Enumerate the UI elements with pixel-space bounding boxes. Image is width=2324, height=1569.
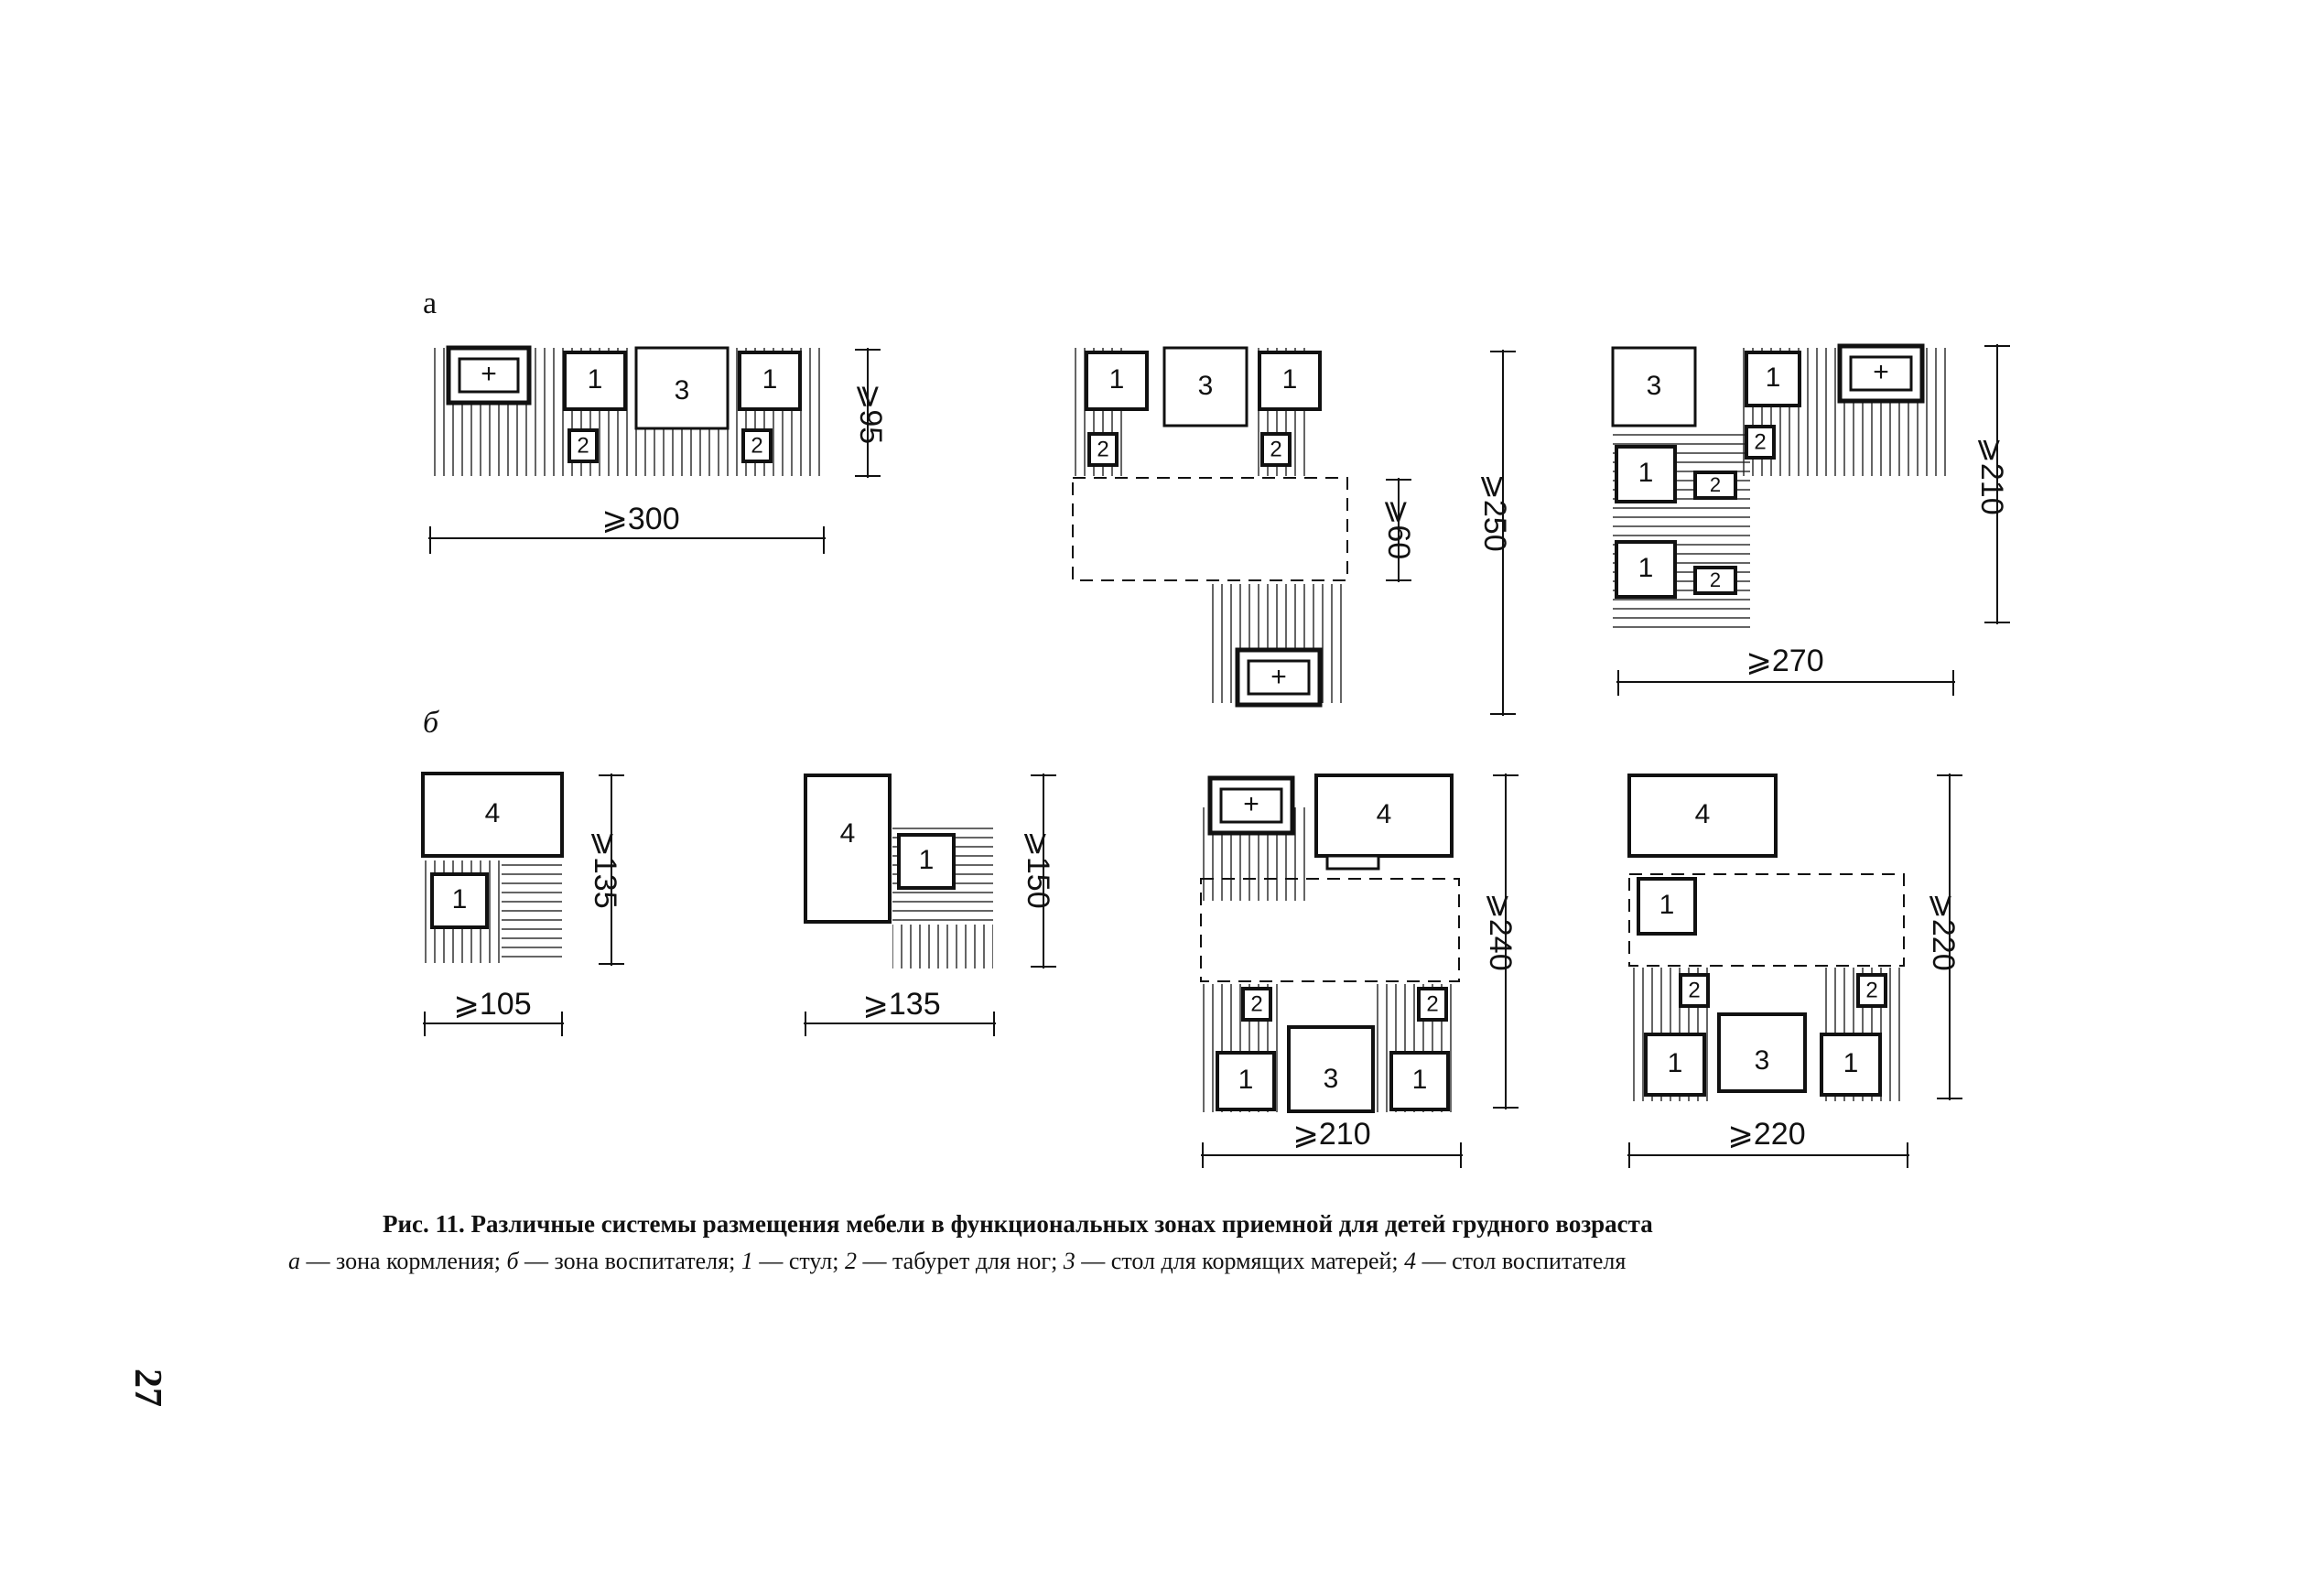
chair-label: 1 (1281, 363, 1298, 395)
dimension-label: ⩾210 (1292, 1117, 1371, 1152)
layout-b4 (1627, 774, 1962, 1168)
dimension-label: ⩾240 (1483, 893, 1518, 971)
legend-text-3: — стол для кормящих матерей; (1075, 1248, 1405, 1274)
legend-key-4: 4 (1404, 1248, 1417, 1274)
page-number: 27 (126, 1369, 168, 1407)
legend-key-2: 2 (844, 1248, 857, 1274)
layout-b1 (423, 774, 624, 1036)
legend-key-b: б (506, 1248, 519, 1274)
table-mothers-label: 3 (1754, 1044, 1770, 1076)
footstool-label: 2 (1709, 472, 1722, 496)
layout-a2 (1073, 348, 1516, 716)
chair-label: 1 (762, 363, 778, 395)
chair-label: 1 (587, 363, 603, 395)
legend-text-a: — зона кормления; (300, 1248, 507, 1274)
footstool-label: 2 (751, 433, 763, 459)
legend-text-4: — стол воспитателя (1416, 1248, 1627, 1274)
section-label-a: а (423, 287, 438, 320)
chair-label: 1 (918, 844, 935, 875)
chair-label: 1 (1667, 1047, 1683, 1078)
table-teacher (805, 775, 890, 922)
dimension-label: ⩾270 (1746, 644, 1824, 678)
footstool-label: 2 (1688, 978, 1701, 1003)
footstool-small (1327, 856, 1378, 869)
footstool-label: 2 (1426, 991, 1439, 1017)
sink-mark: + (1873, 356, 1889, 387)
chair-label: 1 (1659, 889, 1675, 920)
sink-mark: + (481, 358, 497, 389)
footstool-label: 2 (1754, 429, 1767, 455)
dimension-label: ⩾135 (588, 830, 622, 909)
table-teacher-label: 4 (1694, 798, 1711, 829)
table-mothers-label: 3 (1197, 370, 1214, 401)
legend-text-1: — стул; (752, 1248, 845, 1274)
table-mothers-label: 3 (1646, 370, 1662, 401)
dimension-label: ⩾105 (453, 987, 532, 1022)
figure-caption-legend (288, 1248, 1626, 1275)
dimension-label: ⩾300 (601, 502, 680, 536)
section-label-b: б (423, 706, 439, 740)
chair-label: 1 (1108, 363, 1125, 395)
hatch-zone (502, 860, 562, 963)
table-mothers-label: 3 (674, 374, 690, 406)
chair-label: 1 (451, 883, 468, 914)
dimension-label: ⩾60 (1381, 498, 1416, 560)
dimension-label: ⩾250 (1477, 473, 1512, 552)
chair-label: 1 (1238, 1064, 1254, 1095)
legend-text-2: — табурет для ног; (856, 1248, 1064, 1274)
layout-b2 (804, 774, 1056, 1036)
chair-label: 1 (1765, 362, 1781, 393)
dimension-label: ⩾220 (1926, 893, 1961, 971)
footstool-label: 2 (1865, 978, 1878, 1003)
layout-b3 (1201, 774, 1519, 1168)
dimension-label: ⩾150 (1021, 830, 1055, 909)
table-teacher-label: 4 (484, 797, 501, 828)
footstool-label: 2 (1709, 568, 1722, 591)
dimension-label: ⩾95 (853, 383, 888, 445)
table-mothers-label: 3 (1323, 1063, 1339, 1094)
hatch-zone (892, 925, 993, 968)
footstool-label: 2 (1250, 991, 1263, 1017)
layout-a3 (1613, 344, 2010, 696)
table-teacher-label: 4 (839, 817, 856, 849)
footstool-label: 2 (1097, 437, 1109, 462)
table-teacher-label: 4 (1376, 798, 1392, 829)
sink-mark: + (1243, 788, 1259, 819)
dimension-label: ⩾220 (1727, 1117, 1806, 1152)
layout-a1 (428, 348, 888, 554)
dimension-label: ⩾210 (1974, 437, 2009, 515)
figure-caption-title: Рис. 11. Различные системы размещения мебели в функциональных зонах приемной для детей грудного возраста (383, 1210, 1653, 1238)
footstool-label: 2 (1270, 437, 1282, 462)
footstool-label: 2 (577, 433, 589, 459)
chair-label: 1 (1638, 552, 1654, 583)
chair-label: 1 (1411, 1064, 1428, 1095)
sink-mark: + (1270, 661, 1287, 692)
chair-label: 1 (1638, 457, 1654, 488)
chair-label: 1 (1843, 1047, 1859, 1078)
legend-key-a: а (288, 1248, 300, 1274)
clearance-zone (1073, 478, 1347, 580)
legend-key-1: 1 (740, 1248, 753, 1274)
legend-text-b: — зона воспитателя; (518, 1248, 741, 1274)
legend-key-3: 3 (1063, 1248, 1076, 1274)
dimension-label: ⩾135 (862, 987, 941, 1022)
